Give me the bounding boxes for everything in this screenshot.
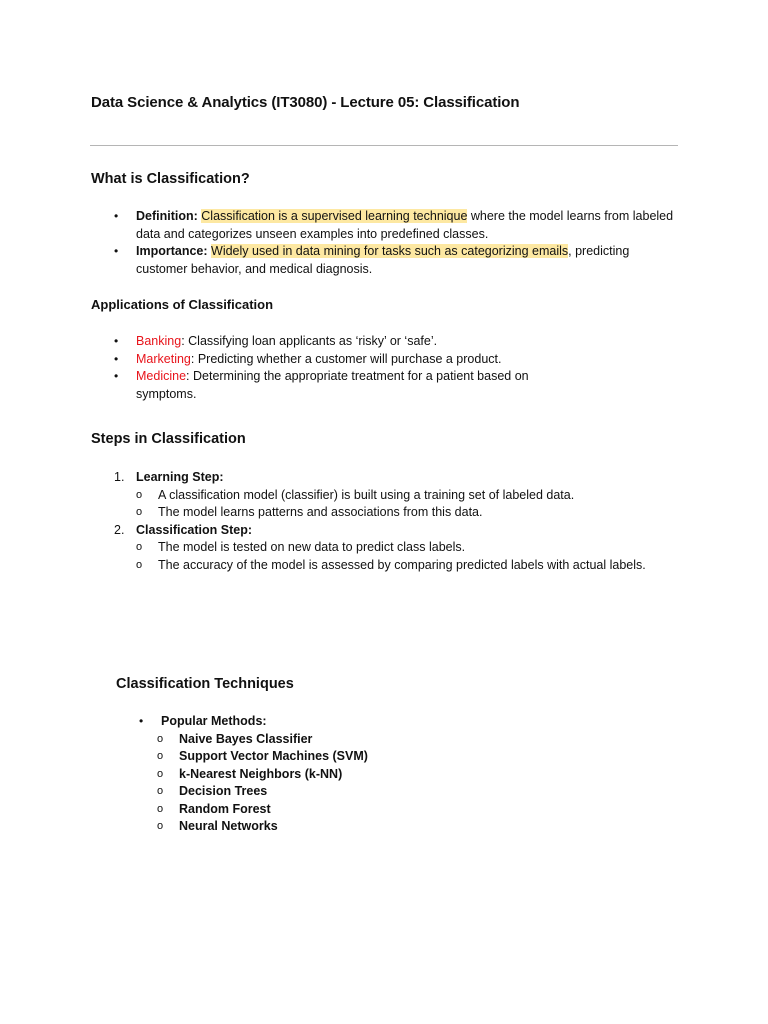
method-item [135,818,535,836]
step-number: 1. [114,470,125,484]
section-heading-steps: Steps in Classification [91,431,246,447]
application-text: Determining the appropriate treatment for a patient based on [189,369,529,383]
popular-methods-label: Popular Methods: [161,714,267,728]
bullet-icon: • [139,714,144,728]
circle-bullet-icon: o [157,785,164,797]
circle-bullet-icon: o [157,802,164,815]
section-heading-what-is-classification: What is Classification? [91,171,250,187]
circle-bullet-icon: o [136,506,143,518]
list-item-marketing [110,351,670,369]
applications-list [110,333,670,403]
method-name: Decision Trees [179,784,268,798]
techniques-list [135,713,535,836]
method-name: Neural Networks [179,819,278,833]
importance-text-line2: customer behavior, and medical diagnosis. [136,261,373,276]
application-colon: : [181,334,185,348]
application-text: Classifying loan applicants as ‘risky’ or ‘safe’. [184,334,438,348]
application-label: Banking [136,334,182,348]
circle-bullet-icon: o [157,732,164,745]
method-name: Naive Bayes Classifier [179,731,313,746]
step-subitem [114,504,714,522]
what-list [110,208,690,278]
importance-text: , predicting [568,244,630,258]
step-subitem-text: A classification model (classifier) is built using a training set of labeled data. [158,487,575,502]
application-colon: : [186,369,190,383]
definition-text: where the model learns from labeled [467,209,674,223]
step-label: Learning Step: [136,470,224,484]
definition-text-line2: data and categorizes unseen examples into predefined classes. [136,226,489,241]
popular-methods-item [135,713,535,731]
method-item [135,731,535,749]
section-heading-techniques: Classification Techniques [116,676,294,692]
step-subitem [114,557,714,575]
step-item-classification [114,522,714,540]
circle-bullet-icon: o [157,767,164,780]
application-label: Marketing [136,351,191,366]
circle-bullet-icon: o [157,820,164,832]
bullet-icon: • [114,369,119,383]
bullet-icon: • [114,334,119,348]
step-item-learning [114,469,714,487]
method-item [135,748,535,766]
circle-bullet-icon: o [136,558,143,571]
step-label: Classification Step: [136,522,252,537]
steps-list [114,469,714,574]
definition-label: Definition: [136,209,198,223]
step-subitem-text: The model is tested on new data to predict class labels. [158,540,466,554]
list-item-importance [110,243,690,278]
application-label: Medicine [136,369,187,383]
list-item-banking [110,333,670,351]
horizontal-rule [90,145,678,146]
document-title: Data Science & Analytics (IT3080) - Lecture 05: Classification [91,94,520,111]
application-colon: : [190,351,195,366]
list-item-definition [110,208,690,243]
list-item-medicine [110,368,670,403]
method-name: Random Forest [179,801,271,816]
method-name: k-Nearest Neighbors (k-NN) [179,766,343,781]
circle-bullet-icon: o [157,750,164,762]
step-subitem-text: The model learns patterns and associations from this data. [158,505,483,519]
bullet-icon: • [114,209,119,223]
circle-bullet-icon: o [136,488,143,501]
step-subitem-text: The accuracy of the model is assessed by comparing predicted labels with actual labels. [158,557,646,572]
step-subitem [114,487,714,505]
section-heading-applications: Applications of Classification [91,297,274,312]
step-number: 2. [114,522,125,537]
application-text: Predicting whether a customer will purchase a product. [194,351,502,366]
method-item [135,801,535,819]
step-subitem [114,539,714,557]
bullet-icon: • [114,244,119,258]
definition-highlight: Classification is a supervised learning technique [201,209,468,223]
method-item [135,766,535,784]
importance-highlight: Widely used in data mining for tasks such as categorizing emails [211,244,569,258]
method-name: Support Vector Machines (SVM) [179,749,368,763]
importance-label: Importance: [136,244,208,258]
method-item [135,783,535,801]
bullet-icon: • [114,351,119,366]
application-text-line2: symptoms. [136,386,197,401]
circle-bullet-icon: o [136,541,143,553]
